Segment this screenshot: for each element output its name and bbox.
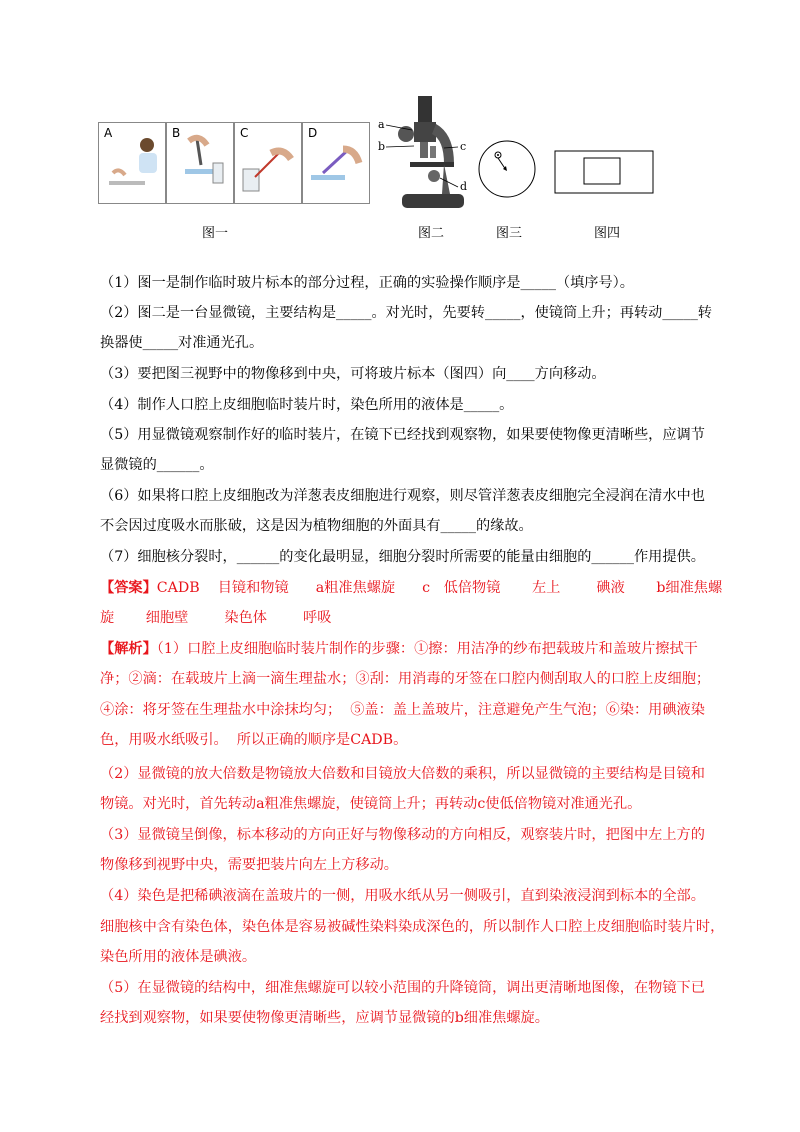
analysis-line: 染色所用的液体是碘液。 (100, 949, 257, 965)
microscope-label-d: d (460, 180, 468, 193)
microscope-label-a: a (378, 118, 385, 131)
analysis-line: （3）显微镜呈倒像，标本移动的方向正好与物像移动的方向相反，观察装片时，把图中左上方的 (100, 827, 705, 843)
analysis-text: （1）口腔上皮细胞临时装片制作的步骤：①擦：用洁净的纱布把载玻片和盖玻片擦拭干 (156, 641, 698, 657)
analysis-line: 经找到观察物，如果要使物像更清晰些，应调节显微镜的b细准焦螺旋。 (100, 1010, 549, 1026)
analysis-line1 (100, 639, 720, 659)
caption-figure1: 图一 (202, 226, 229, 241)
analysis-line: 物像移到视野中央，需要把装片向左上方移动。 (100, 857, 398, 873)
microscope-label-b: b (378, 140, 386, 153)
panel-letter: D (308, 126, 318, 140)
microscope-label-c: c (460, 140, 467, 153)
panel-letter: A (104, 126, 113, 140)
analysis-line: 细胞核中含有染色体，染色体是容易被碱性染料染成深色的，所以制作人口腔上皮细胞临时装片时， (100, 919, 725, 935)
question-6-line1: （6）如果将口腔上皮细胞改为洋葱表皮细胞进行观察，则尽管洋葱表皮细胞完全浸润在清水中也 (100, 488, 705, 504)
question-5-line1: （5）用显微镜观察制作好的临时装片，在镜下已经找到观察物，如果要使物像更清晰些，应调节 (100, 427, 705, 443)
analysis-line: （4）染色是把稀碘液滴在盖玻片的一侧，用吸水纸从另一侧吸引，直到染液浸润到标本的全部。 (100, 888, 705, 904)
question-2-line1: （2）图二是一台显微镜，主要结构是_____。对光时，先要转_____，使镜筒上升；再转动_____转 (100, 305, 712, 321)
figure-row (96, 94, 656, 244)
analysis-line: 色，用吸水纸吸引。 所以正确的顺序是CADB。 (100, 732, 408, 748)
panel-letter: B (172, 126, 181, 140)
answer-line1 (100, 578, 723, 598)
caption-figure4: 图四 (594, 226, 621, 241)
question-5-line2: 显微镜的______。 (100, 457, 214, 473)
figure1-panel-b (166, 122, 234, 204)
question-1: （1）图一是制作临时玻片标本的部分过程，正确的实验操作顺序是_____（填序号）。 (100, 275, 634, 291)
answer-line2: 旋 细胞壁 染色体 呼吸 (100, 610, 332, 626)
question-4: （4）制作人口腔上皮细胞临时装片时，染色所用的液体是_____。 (100, 397, 514, 413)
field-of-view-illustration (476, 138, 538, 200)
figure1-panel-d (302, 122, 370, 204)
question-2-line2: 换器使_____对准通光孔。 (100, 335, 264, 351)
analysis-line: 物镜。对光时，首先转动a粗准焦螺旋，使镜筒上升；再转动c使低倍物镜对准通光孔。 (100, 796, 642, 812)
analysis-line: 净；②滴：在载玻片上滴一滴生理盐水；③刮：用消毒的牙签在口腔内侧刮取人的口腔上皮细胞； (100, 671, 711, 687)
question-6-line2: 不会因过度吸水而胀破，这是因为植物细胞的外面具有_____的缘故。 (100, 518, 533, 534)
microscope-illustration (374, 94, 474, 218)
analysis-line: （2）显微镜的放大倍数是物镜放大倍数和目镜放大倍数的乘积，所以显微镜的主要结构是目镜和 (100, 766, 705, 782)
slide-illustration (554, 150, 656, 196)
analysis-line: （5）在显微镜的结构中，细准焦螺旋可以较小范围的升降镜筒，调出更清晰地图像，在物镜下已 (100, 980, 705, 996)
analysis-label: 【解析】 (100, 641, 157, 657)
question-7: （7）细胞核分裂时，______的变化最明显，细胞分裂时所需要的能量由细胞的______作用提供。 (100, 549, 705, 565)
caption-figure2: 图二 (418, 226, 445, 241)
question-3: （3）要把图三视野中的物像移到中央，可将玻片标本（图四）向____方向移动。 (100, 366, 606, 382)
answer-text: CADB 目镜和物镜 a粗准焦螺旋 c 低倍物镜 左上 碘液 b细准焦螺 (156, 580, 723, 596)
caption-figure3: 图三 (496, 226, 523, 241)
answer-label: 【答案】 (100, 580, 157, 596)
analysis-line: ④涂：将牙签在生理盐水中涂抹均匀； ⑤盖：盖上盖玻片，注意避免产生气泡；⑥染：用碘液染 (100, 702, 705, 718)
figure1-panel-c (234, 122, 302, 204)
figure1-panel-a (98, 122, 166, 204)
panel-letter: C (240, 126, 249, 140)
